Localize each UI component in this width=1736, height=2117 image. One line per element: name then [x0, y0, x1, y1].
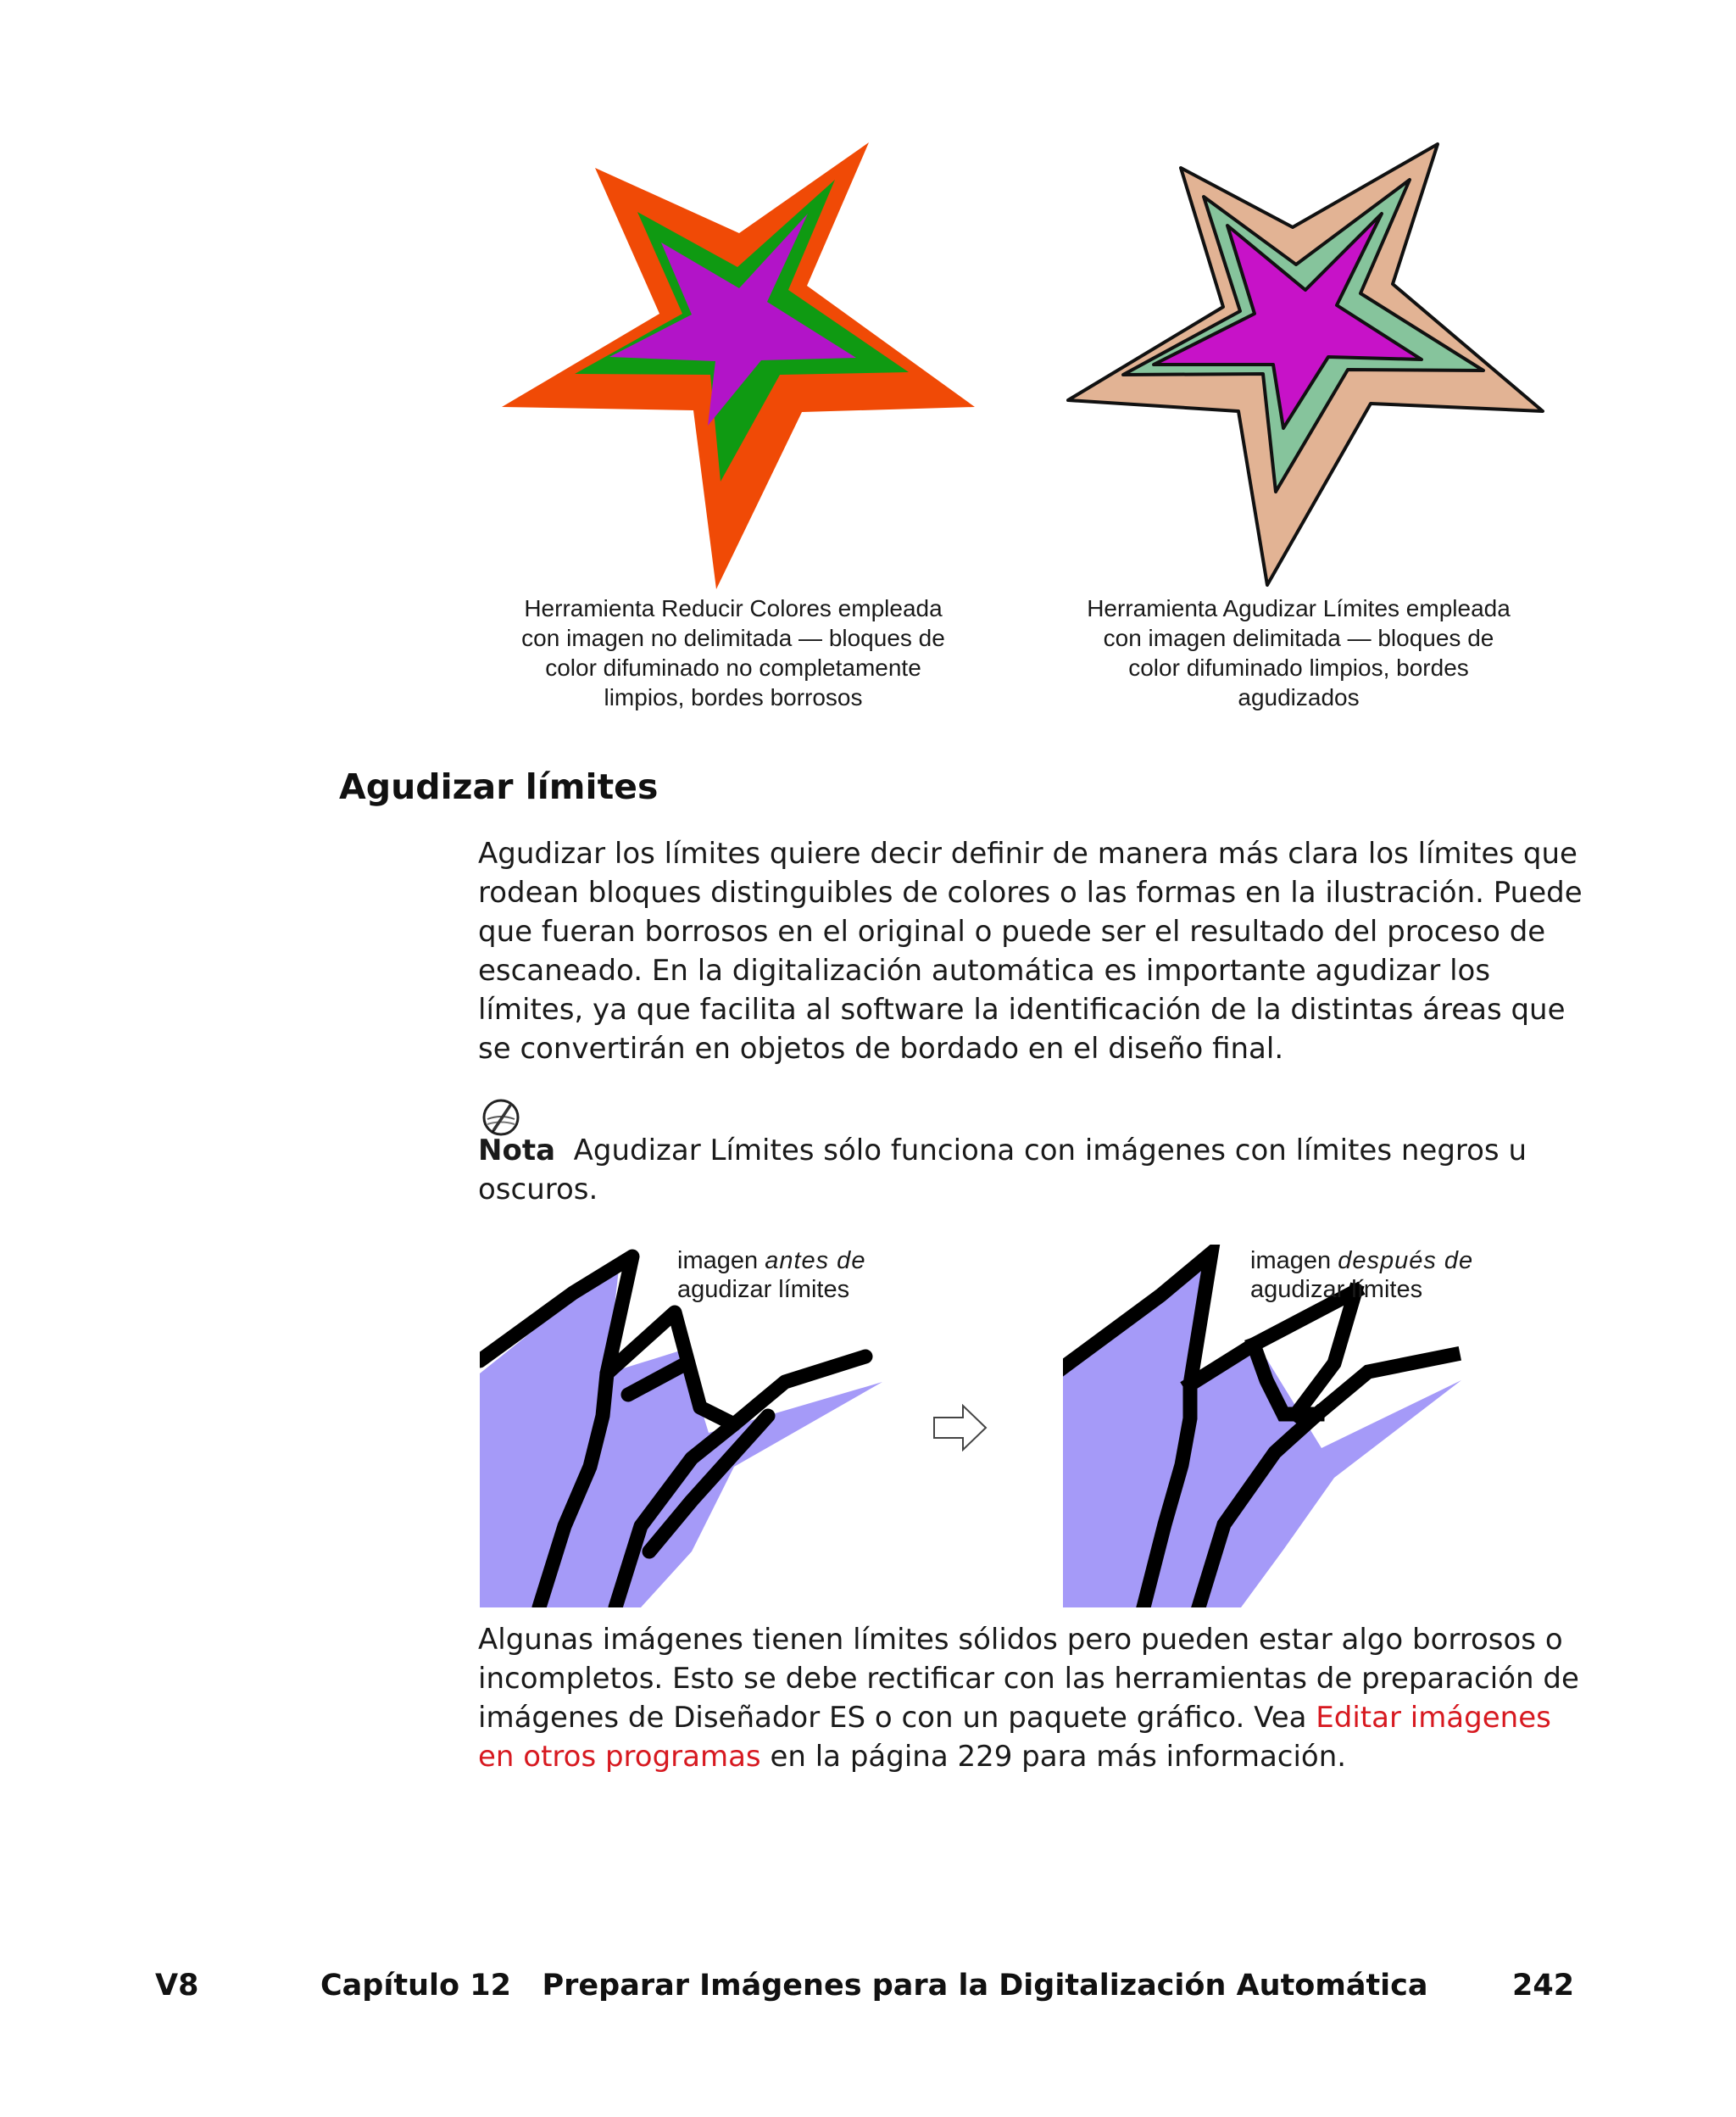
caption-line: color difuminado limpios, bordes — [1128, 655, 1469, 681]
closing-line-2: incompletos. Esto se debe rectificar con las herramientas de preparación de — [478, 1662, 1579, 1696]
footer-chapter: Capítulo 12 Preparar Imágenes para la Digitalización Automática — [320, 1969, 1428, 2003]
footer-page-number: 242 — [1512, 1969, 1575, 2003]
note-block — [478, 1131, 1605, 1209]
before-label — [677, 1246, 949, 1304]
closing-line-4-text: en la página 229 para más información. — [760, 1740, 1347, 1774]
after-label-line-1 — [1250, 1246, 1538, 1275]
note-text: Agudizar Límites sólo funciona con imágenes con límites negros u — [573, 1134, 1527, 1167]
right-arrow-icon — [932, 1404, 988, 1451]
caption-line: con imagen no delimitada — bloques de — [521, 625, 945, 651]
after-label — [1250, 1246, 1538, 1304]
closing-line-4 — [478, 1737, 1605, 1776]
paragraph-line: se convertirán en objetos de bordado en el diseño final. — [478, 1032, 1284, 1066]
section-paragraph — [478, 834, 1605, 1068]
closing-paragraph — [478, 1620, 1605, 1776]
star-figure-right — [1055, 136, 1555, 593]
footer-version: V8 — [155, 1969, 199, 2003]
edit-images-link-continued[interactable]: en otros programas — [478, 1740, 761, 1774]
right-star-caption — [1044, 593, 1553, 712]
before-label-plain: imagen — [677, 1247, 759, 1274]
section-heading: Agudizar límites — [339, 766, 659, 807]
paragraph-line: que fueran borrosos en el original o puede ser el resultado del proceso de — [478, 915, 1546, 949]
left-star-caption — [479, 593, 988, 712]
before-label-line-1 — [677, 1246, 949, 1275]
note-label: Nota — [478, 1134, 556, 1167]
after-fill-region — [1063, 1257, 1461, 1607]
after-label-line-2: agudizar límites — [1250, 1276, 1423, 1303]
closing-line-3 — [478, 1698, 1605, 1737]
caption-line: limpios, bordes borrosos — [604, 684, 863, 710]
paragraph-line: escaneado. En la digitalización automática es importante agudizar los — [478, 954, 1491, 988]
paragraph-line: Agudizar los límites quiere decir definir de manera más clara los límites que — [478, 837, 1577, 871]
before-label-italic: antes de — [765, 1247, 866, 1274]
star-figure-left — [492, 136, 983, 593]
after-label-plain: imagen — [1250, 1247, 1332, 1274]
closing-line-3-text: imágenes de Diseñador ES o con un paquete gráfico. Vea — [478, 1701, 1316, 1735]
note-text-line-2: oscuros. — [478, 1173, 598, 1206]
note-line-1 — [478, 1131, 1605, 1170]
after-label-italic: después de — [1338, 1247, 1474, 1274]
paragraph-line: límites, ya que facilita al software la identificación de la distintas áreas que — [478, 993, 1566, 1027]
edit-images-link[interactable]: Editar imágenes — [1316, 1701, 1551, 1735]
closing-line-1: Algunas imágenes tienen límites sólidos pero pueden estar algo borrosos o — [478, 1623, 1563, 1657]
caption-line: color difuminado no completamente — [545, 655, 921, 681]
before-label-line-2: agudizar límites — [677, 1276, 850, 1303]
caption-line: Herramienta Reducir Colores empleada — [524, 595, 943, 621]
caption-line: Herramienta Agudizar Límites empleada — [1087, 595, 1511, 621]
paragraph-line: rodean bloques distinguibles de colores o las formas en la ilustración. Puede — [478, 876, 1583, 910]
caption-line: agudizados — [1238, 684, 1360, 710]
caption-line: con imagen delimitada — bloques de — [1103, 625, 1494, 651]
